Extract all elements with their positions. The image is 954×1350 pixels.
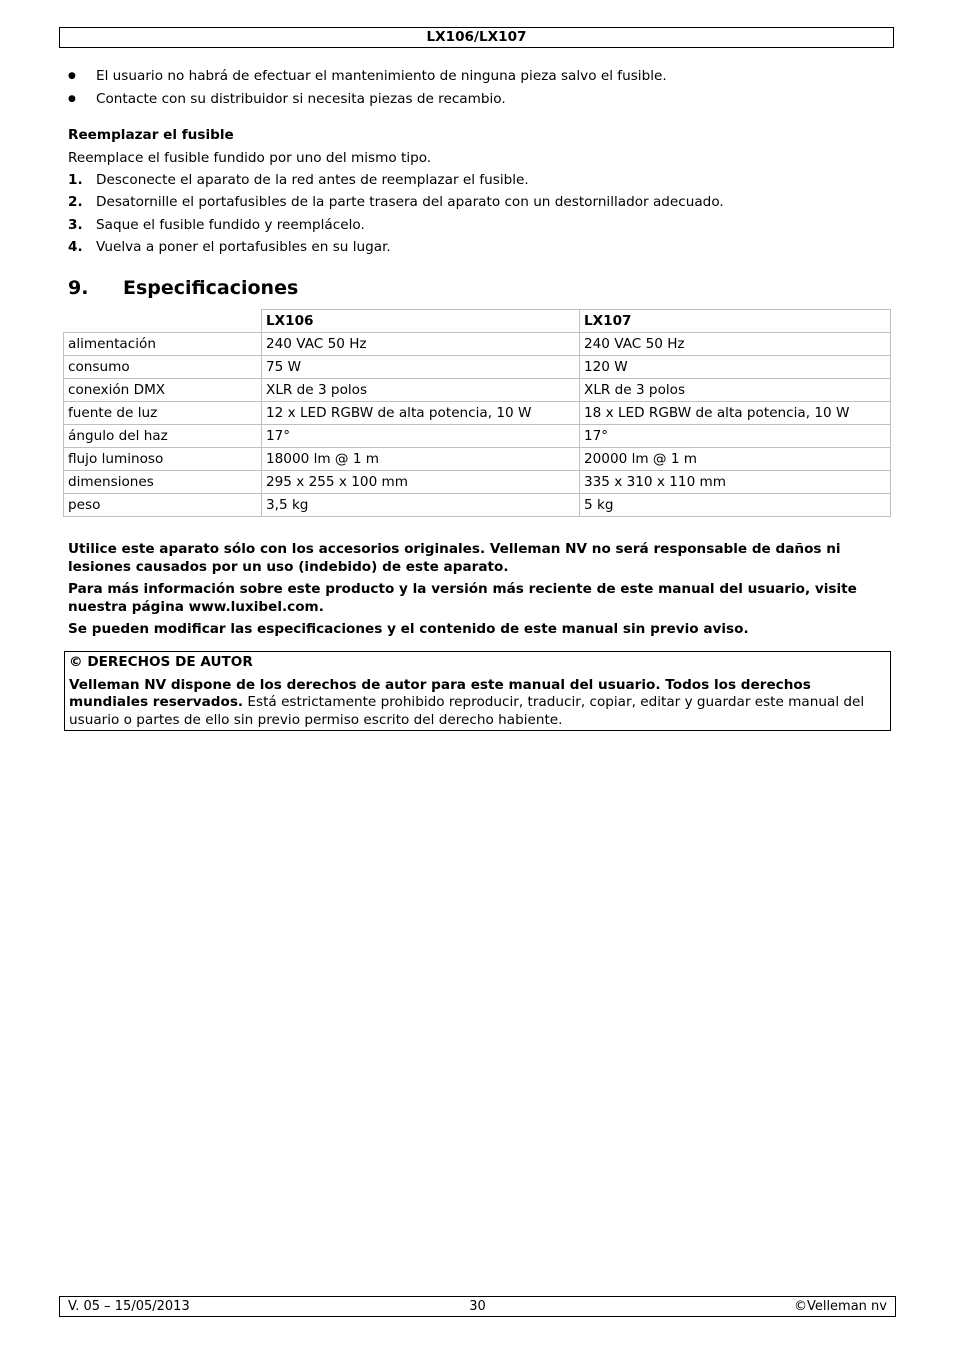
- table-cell: 12 x LED RGBW de alta potencia, 10 W: [262, 402, 580, 425]
- header-title: LX106/LX107: [426, 29, 527, 45]
- table-row: [64, 402, 891, 425]
- step-text: Vuelva a poner el portafusibles en su lugar.: [96, 239, 391, 255]
- step-number: 3.: [68, 217, 83, 233]
- table-header-cell: LX106: [262, 310, 580, 333]
- table-cell: alimentación: [64, 333, 262, 356]
- step-text: Desatornille el portafusibles de la parte trasera del aparato con un destornillador adecuado.: [96, 194, 724, 210]
- notice-more-info: Para más información sobre este producto y la versión más reciente de este manual del usuario, visite nuestra página www.luxibel.com.: [68, 581, 857, 615]
- page-footer: [59, 1296, 896, 1317]
- copyright-bold-text: Velleman NV dispone de los derechos de autor para este manual del usuario. Todos los derechos mundiales reservados.: [69, 676, 811, 710]
- table-cell: peso: [64, 494, 262, 517]
- table-header-cell: [64, 310, 262, 333]
- copyright-body: [69, 677, 886, 730]
- table-cell: 335 x 310 x 110 mm: [580, 471, 891, 494]
- table-cell: 5 kg: [580, 494, 891, 517]
- table-cell: 18 x LED RGBW de alta potencia, 10 W: [580, 402, 891, 425]
- copyright-box: [64, 651, 891, 731]
- bullet-icon: ●: [68, 94, 76, 104]
- step-number: 2.: [68, 194, 83, 210]
- table-cell: 18000 lm @ 1 m: [262, 448, 580, 471]
- table-cell: 240 VAC 50 Hz: [262, 333, 580, 356]
- fuse-intro: Reemplace el fusible fundido por uno del mismo tipo.: [68, 150, 432, 166]
- table-row: [64, 356, 891, 379]
- bullet-icon: ●: [68, 71, 76, 81]
- spec-table: [63, 309, 891, 517]
- table-row: [64, 425, 891, 448]
- copyright-title: © DERECHOS DE AUTOR: [69, 654, 253, 670]
- table-cell: flujo luminoso: [64, 448, 262, 471]
- notice-specs-change: Se pueden modificar las especificaciones y el contenido de este manual sin previo aviso.: [68, 621, 749, 637]
- section-heading: Especificaciones: [123, 277, 299, 299]
- table-row: [64, 333, 891, 356]
- table-row: [64, 471, 891, 494]
- table-cell: fuente de luz: [64, 402, 262, 425]
- table-header-cell: LX107: [580, 310, 891, 333]
- table-cell: 17°: [262, 425, 580, 448]
- table-cell: 3,5 kg: [262, 494, 580, 517]
- table-cell: 295 x 255 x 100 mm: [262, 471, 580, 494]
- footer-brand: ©Velleman nv: [793, 1299, 887, 1314]
- table-cell: consumo: [64, 356, 262, 379]
- copyright-text: Está estrictamente prohibido reproducir, traducir, copiar, editar y guardar este manual del usuario o partes de ello sin previo permiso escrito del derecho habiente.: [69, 694, 865, 728]
- footer-page-number: 30: [469, 1299, 486, 1314]
- table-row: [64, 379, 891, 402]
- step-text: Saque el fusible fundido y reemplácelo.: [96, 217, 365, 233]
- bullet-text: Contacte con su distribuidor si necesita piezas de recambio.: [96, 91, 506, 107]
- footer-version: V. 05 – 15/05/2013: [68, 1299, 190, 1314]
- step-text: Desconecte el aparato de la red antes de reemplazar el fusible.: [96, 172, 529, 188]
- page-header: [59, 27, 894, 48]
- table-cell: 20000 lm @ 1 m: [580, 448, 891, 471]
- section-number: 9.: [68, 277, 89, 299]
- table-header-row: [64, 310, 891, 333]
- table-cell: conexión DMX: [64, 379, 262, 402]
- table-cell: 75 W: [262, 356, 580, 379]
- table-row: [64, 494, 891, 517]
- step-number: 4.: [68, 239, 83, 255]
- table-cell: ángulo del haz: [64, 425, 262, 448]
- table-row: [64, 448, 891, 471]
- step-number: 1.: [68, 172, 83, 188]
- table-cell: 240 VAC 50 Hz: [580, 333, 891, 356]
- fuse-heading: Reemplazar el fusible: [68, 127, 234, 143]
- table-cell: 120 W: [580, 356, 891, 379]
- table-cell: XLR de 3 polos: [580, 379, 891, 402]
- table-cell: XLR de 3 polos: [262, 379, 580, 402]
- table-cell: 17°: [580, 425, 891, 448]
- table-cell: dimensiones: [64, 471, 262, 494]
- bullet-text: El usuario no habrá de efectuar el mantenimiento de ninguna pieza salvo el fusible.: [96, 68, 667, 84]
- notice-accessories: Utilice este aparato sólo con los accesorios originales. Velleman NV no será responsable de daños ni lesiones causados por un uso (indebido) de este aparato.: [68, 541, 841, 575]
